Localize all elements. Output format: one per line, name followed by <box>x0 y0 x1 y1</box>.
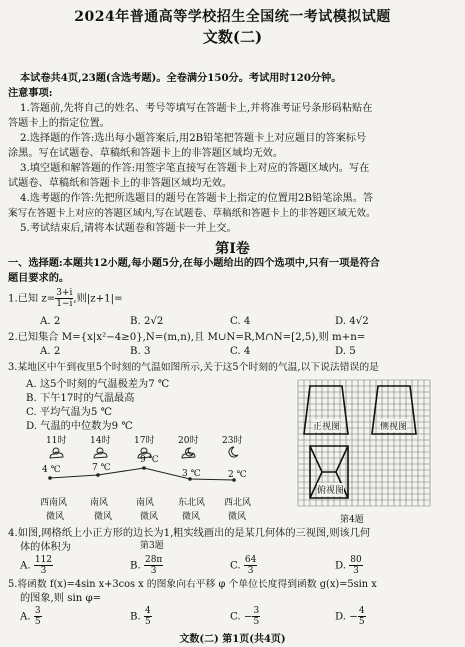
time-label: 17时 <box>134 436 155 446</box>
front-view-label: 正视图 <box>313 419 340 432</box>
part-instructions: 题目要求的。 <box>8 272 70 284</box>
figure-caption: 第4题 <box>340 515 364 525</box>
q2-option-b: B. 3 <box>130 346 151 357</box>
q1-option-d: D. 4√2 <box>335 316 369 327</box>
note-line: 2.选择题的作答:选出每小题答案后,用2B铅笔把答题卡上对应题目的答案标号 <box>20 133 367 144</box>
note-line: 5.考试结束后,请将本试题卷和答题卡一并上交。 <box>20 223 237 234</box>
notes-title: 注意事项: <box>8 87 53 99</box>
note-line: 案写在答题卡上对应的答题区域内,写在试题卷、草稿纸和答题卡上的非答题区域无效。 <box>8 208 376 219</box>
moon-cloud-icon <box>182 448 195 458</box>
q2-option-d: D. 5 <box>335 346 356 357</box>
note-line: 试题卷、草稿纸和答题卡上的非答题区域均无效。 <box>8 178 233 189</box>
question-5-stem: 5.将函数 f(x)=4sin x+3cos x 的图象向右平移 φ 个单位长度得到函数 g(x)=5sin x <box>8 579 377 590</box>
temp-label: 2 ℃ <box>228 470 247 480</box>
wind-level: 微风 <box>46 512 65 522</box>
q4-option-a: A. $\frac{112}{3}$ <box>20 555 53 576</box>
top-view-label: 俯视图 <box>317 483 344 496</box>
temp-label: 4 ℃ <box>42 465 61 475</box>
figure-caption: 第3题 <box>140 541 164 551</box>
exam-subtitle: 文数(二) <box>202 28 263 46</box>
q5-option-b: B. $\frac{4}{5}$ <box>130 606 151 627</box>
q5-option-c: C. − $\frac{3}{5}$ <box>230 606 260 627</box>
question-1-stem: 1.已知 z= $\frac{3+i}{1-i}$ ,则|z+1|= <box>8 288 123 309</box>
q2-option-c: C. 4 <box>230 346 251 357</box>
q1-option-c: C. 4 <box>230 316 251 327</box>
temp-label: 7 ℃ <box>92 463 111 473</box>
q1-option-a: A. 2 <box>40 316 61 327</box>
note-line: 答题卡上的指定位置。 <box>8 118 110 129</box>
wind-direction: 南风 <box>90 498 109 508</box>
wind-direction: 南风 <box>136 498 155 508</box>
question-5-stem: 的图象,则 sin φ= <box>20 593 102 604</box>
page-footer: 文数(二) 第1页(共4页) <box>179 634 286 645</box>
q4-option-c: C. $\frac{64}{3}$ <box>230 555 257 576</box>
part-instructions: 一、选择题:本题共12小题,每小题5分,在每小题给出的四个选项中,只有一项是符合 <box>8 257 380 269</box>
q3-option-d: D. 气温的中位数为9 ℃ <box>26 421 133 432</box>
question-4-stem: 体的体积为 <box>20 542 71 553</box>
question-4-stem: 4.如图,网格纸上小正方形的边长为1,粗实线画出的是某几何体的三视图,则该几何 <box>8 528 371 539</box>
partly-cloudy-icon <box>50 448 63 458</box>
partly-cloudy-icon <box>94 448 107 458</box>
q2-option-a: A. 2 <box>40 346 61 357</box>
temp-label: 3 ℃ <box>182 469 201 479</box>
q4-option-b: B. $\frac{28\pi}{3}$ <box>130 555 163 576</box>
temp-point <box>142 466 146 470</box>
q3-option-b: B. 下午17时的气温最高 <box>26 393 135 404</box>
time-label: 11时 <box>46 436 67 446</box>
note-line: 4.选考题的作答:先把所选题目的题号在答题卡上指定的位置用2B铅笔涂黑。答 <box>20 193 374 204</box>
question-2-stem: 2.已知集合 M={x|x²−4≥0},N=(m,n),且 M∪N=R,M∩N=[2,5),则 m+n= <box>8 332 366 343</box>
q3-option-c: C. 平均气温为5 ℃ <box>26 407 112 418</box>
note-line: 3.填空题和解答题的作答:用签字笔直接写在答题卡上对应的答题区域内。写在 <box>20 163 370 174</box>
side-view-label: 侧视图 <box>380 419 407 432</box>
weather-figure <box>40 433 270 533</box>
temp-point <box>48 476 52 480</box>
temp-point <box>96 473 100 477</box>
time-label: 23时 <box>222 436 243 446</box>
note-line: 涂黑。写在试题卷、草稿纸和答题卡上的非答题区域均无效。 <box>8 148 284 159</box>
wind-level: 微风 <box>140 512 159 522</box>
temperature-line <box>50 468 234 480</box>
exam-intro: 本试卷共4页,23题(含选考题)。全卷满分150分。考试用时120分钟。 <box>20 72 342 84</box>
q5-option-a: A. $\frac{3}{5}$ <box>20 606 41 627</box>
note-line: 1.答题前,先将自己的姓名、考号等填写在答题卡上,并将准考证号条形码粘贴在 <box>20 103 373 114</box>
time-label: 14时 <box>90 436 111 446</box>
exam-title: 2024年普通高等学校招生全国统一考试模拟试题 <box>74 9 391 25</box>
question-3-stem: 3.某地区中午到夜里5个时刻的气温如图所示,关于这5个时刻的气温,以下说法错误的是 <box>8 362 379 373</box>
wind-direction: 西北风 <box>224 498 252 508</box>
temp-label: 9 ℃ <box>140 455 159 465</box>
three-view-figure <box>290 376 440 510</box>
time-label: 20时 <box>178 436 199 446</box>
wind-direction: 东北风 <box>178 498 206 508</box>
q4-option-d: D. $\frac{80}{3}$ <box>335 555 362 576</box>
q5-option-d: D. − $\frac{4}{5}$ <box>335 606 365 627</box>
wind-direction: 西南风 <box>40 498 68 508</box>
q1-option-b: B. 2√2 <box>130 316 164 327</box>
wind-level: 微风 <box>228 512 247 522</box>
section-heading: 第Ⅰ卷 <box>215 241 250 257</box>
q3-option-a: A. 这5个时刻的气温极差为7 ℃ <box>26 379 170 390</box>
wind-level: 微风 <box>182 512 201 522</box>
moon-icon <box>229 447 238 457</box>
grid-drawing <box>290 376 440 510</box>
wind-level: 微风 <box>94 512 113 522</box>
